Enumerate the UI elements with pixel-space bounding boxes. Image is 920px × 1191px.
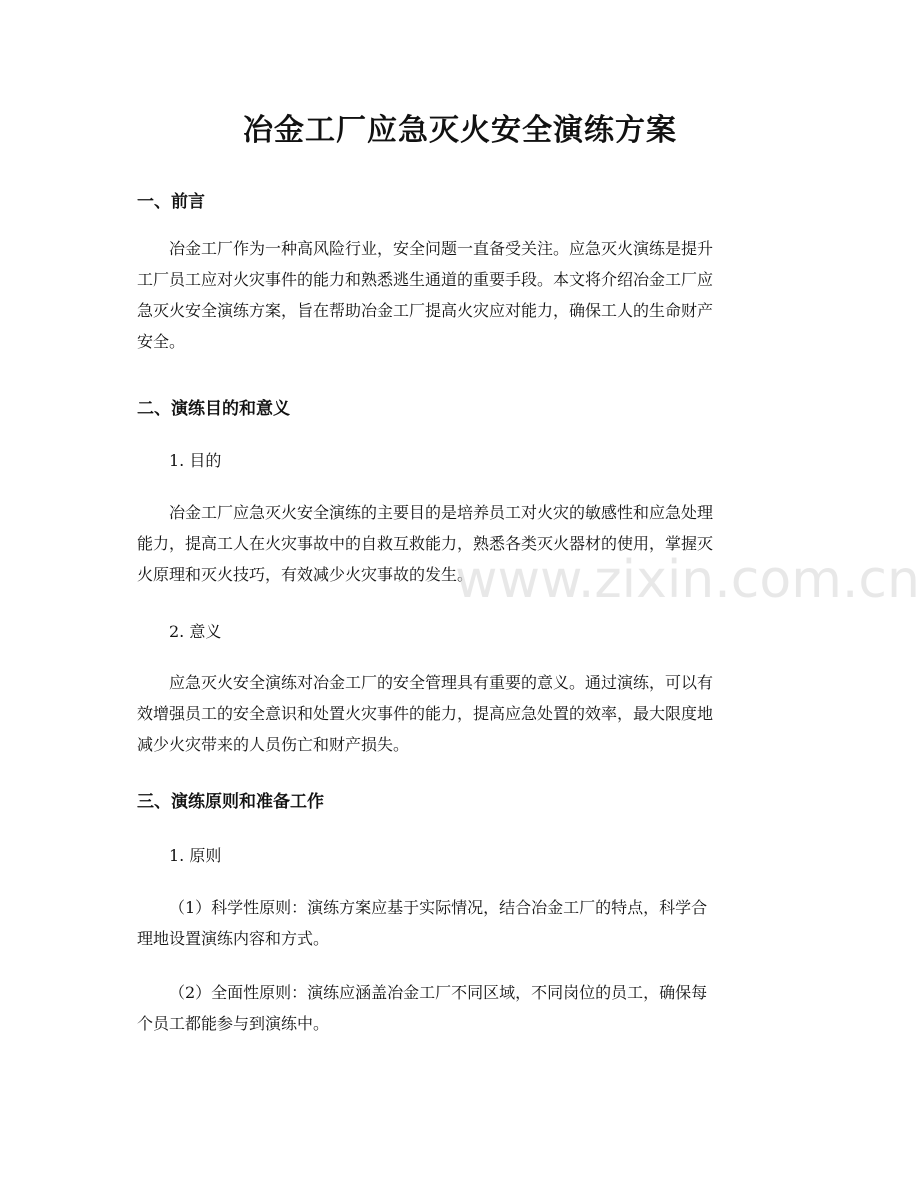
significance-paragraph [137,667,785,760]
document-title: 冶金工厂应急灭火安全演练方案 [243,113,677,148]
subheading-purpose: 1. 目的 [169,451,222,470]
subheading-principles: 1. 原则 [169,846,222,865]
text-line: 火原理和灭火技巧，有效减少火灾事故的发生。 [137,565,474,584]
text-line: 个员工都能参与到演练中。 [137,1014,330,1033]
section-heading-purpose: 二、演练目的和意义 [137,399,290,419]
section-heading-principles: 三、演练原则和准备工作 [137,792,324,812]
text-line: 冶金工厂应急灭火安全演练的主要目的是培养员工对火灾的敏感性和应急处理 [169,503,714,522]
text-line: 理地设置演练内容和方式。 [137,929,330,948]
text-line: 安全。 [137,332,186,351]
principle-scientific [137,892,785,954]
text-line: 能力，提高工人在火灾事故中的自救互救能力，熟悉各类灭火器材的使用，掌握灭 [137,534,714,553]
text-line: 应急灭火安全演练对冶金工厂的安全管理具有重要的意义。通过演练，可以有 [169,673,714,692]
principle-comprehensive [137,977,785,1039]
section-heading-preface: 一、前言 [137,192,205,212]
text-line: 效增强员工的安全意识和处置火灾事件的能力，提高应急处置的效率，最大限度地 [137,704,714,723]
purpose-paragraph [137,497,785,590]
text-line: 急灭火安全演练方案，旨在帮助冶金工厂提高火灾应对能力，确保工人的生命财产 [137,301,714,320]
text-line: 工厂员工应对火灾事件的能力和熟悉逃生通道的重要手段。本文将介绍冶金工厂应 [137,270,714,289]
subheading-significance: 2. 意义 [169,622,222,641]
watermark: www.zixin.com.cn [455,550,920,610]
text-line: （2）全面性原则：演练应涵盖冶金工厂不同区域，不同岗位的员工，确保每 [169,983,708,1002]
preface-paragraph [137,233,785,357]
text-line: （1）科学性原则：演练方案应基于实际情况，结合冶金工厂的特点，科学合 [169,898,708,917]
text-line: 冶金工厂作为一种高风险行业，安全问题一直备受关注。应急灭火演练是提升 [169,239,714,258]
text-line: 减少火灾带来的人员伤亡和财产损失。 [137,735,410,754]
